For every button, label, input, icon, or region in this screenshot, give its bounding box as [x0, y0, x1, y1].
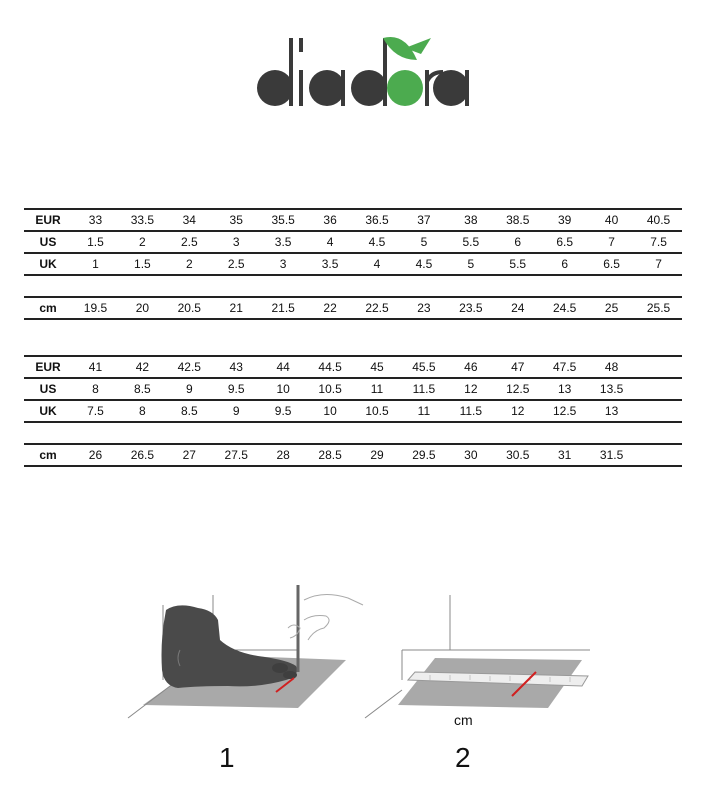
table-cell: 30	[447, 444, 494, 466]
table-cell: 48	[588, 356, 635, 378]
table-cell: 1.5	[119, 253, 166, 275]
table-gap	[24, 422, 682, 444]
table-cell: 33.5	[119, 209, 166, 231]
table-cell: 9.5	[260, 400, 307, 422]
table-cell: 13	[541, 378, 588, 400]
row-label: UK	[24, 400, 72, 422]
table-cell: 12	[447, 378, 494, 400]
table-cell	[635, 378, 682, 400]
table-cell: 3	[260, 253, 307, 275]
row-label: cm	[24, 297, 72, 319]
ruler-measure-icon	[360, 580, 600, 730]
row-label: UK	[24, 253, 72, 275]
table-row-uk	[24, 253, 682, 275]
table-cell	[635, 444, 682, 466]
table-cell: 9	[213, 400, 260, 422]
table-cell: 42.5	[166, 356, 213, 378]
table-cell: 8.5	[166, 400, 213, 422]
table-cell: 11.5	[400, 378, 447, 400]
table-cell: 5	[447, 253, 494, 275]
diadora-logo	[255, 30, 475, 110]
table-cell: 7.5	[635, 231, 682, 253]
table-row-uk	[24, 400, 682, 422]
table-cell: 47	[494, 356, 541, 378]
table-cell: 21.5	[260, 297, 307, 319]
table-cell: 28	[260, 444, 307, 466]
table-cell: 9	[166, 378, 213, 400]
table-cell: 28.5	[307, 444, 354, 466]
table-cell: 43	[213, 356, 260, 378]
table-cell: 13.5	[588, 378, 635, 400]
table-cell: 7.5	[72, 400, 119, 422]
table-cell: 41	[72, 356, 119, 378]
table-cell: 33	[72, 209, 119, 231]
table-cell: 24	[494, 297, 541, 319]
table-cell: 38	[447, 209, 494, 231]
table-cell: 11	[354, 378, 401, 400]
table-cell: 1	[72, 253, 119, 275]
table-cell: 30.5	[494, 444, 541, 466]
table-cell: 3.5	[307, 253, 354, 275]
size-table-1	[24, 208, 682, 320]
table-cell: 7	[635, 253, 682, 275]
unit-label: cm	[454, 712, 473, 728]
table-cell: 29	[354, 444, 401, 466]
table-cell: 23.5	[447, 297, 494, 319]
table-cell: 4.5	[354, 231, 401, 253]
table-cell: 6.5	[588, 253, 635, 275]
table-cell	[635, 400, 682, 422]
table-cell: 36.5	[354, 209, 401, 231]
table-cell: 12.5	[541, 400, 588, 422]
table-cell: 31.5	[588, 444, 635, 466]
table-cell: 4	[354, 253, 401, 275]
row-label: cm	[24, 444, 72, 466]
table-cell: 3	[213, 231, 260, 253]
table-cell: 21	[213, 297, 260, 319]
table-row-cm	[24, 297, 682, 319]
table-row-eur	[24, 356, 682, 378]
table-cell: 35	[213, 209, 260, 231]
table-cell: 8	[72, 378, 119, 400]
table-cell: 45.5	[400, 356, 447, 378]
table-cell: 47.5	[541, 356, 588, 378]
table-row-us	[24, 378, 682, 400]
table-cell: 6.5	[541, 231, 588, 253]
table-cell: 10	[260, 378, 307, 400]
table-cell: 2	[166, 253, 213, 275]
table-cell: 5.5	[447, 231, 494, 253]
table-cell: 8	[119, 400, 166, 422]
table-cell: 20.5	[166, 297, 213, 319]
table-row-cm	[24, 444, 682, 466]
table-cell: 40	[588, 209, 635, 231]
table-cell: 4	[307, 231, 354, 253]
table-cell: 6	[541, 253, 588, 275]
table-cell: 44	[260, 356, 307, 378]
table-cell: 3.5	[260, 231, 307, 253]
table-cell: 27.5	[213, 444, 260, 466]
table-cell: 5.5	[494, 253, 541, 275]
table-cell: 2	[119, 231, 166, 253]
table-cell: 26.5	[119, 444, 166, 466]
table-cell: 2.5	[213, 253, 260, 275]
row-label: US	[24, 378, 72, 400]
table-cell: 46	[447, 356, 494, 378]
table-cell: 4.5	[400, 253, 447, 275]
table-cell: 44.5	[307, 356, 354, 378]
table-cell: 36	[307, 209, 354, 231]
table-cell: 8.5	[119, 378, 166, 400]
table-gap	[24, 275, 682, 297]
foot-on-paper-icon	[118, 580, 368, 730]
table-cell: 40.5	[635, 209, 682, 231]
table-cell: 10.5	[307, 378, 354, 400]
table-cell: 5	[400, 231, 447, 253]
table-cell: 39	[541, 209, 588, 231]
table-cell: 1.5	[72, 231, 119, 253]
step-number-2: 2	[455, 742, 471, 773]
table-cell: 26	[72, 444, 119, 466]
step-number-1: 1	[219, 742, 235, 773]
table-cell: 38.5	[494, 209, 541, 231]
table-cell: 37	[400, 209, 447, 231]
table-cell: 23	[400, 297, 447, 319]
table-cell: 7	[588, 231, 635, 253]
table-cell: 10.5	[354, 400, 401, 422]
row-label: EUR	[24, 356, 72, 378]
table-cell: 42	[119, 356, 166, 378]
table-cell: 29.5	[400, 444, 447, 466]
table-cell	[635, 356, 682, 378]
table-cell: 20	[119, 297, 166, 319]
table-cell: 34	[166, 209, 213, 231]
table-cell: 10	[307, 400, 354, 422]
table-row-eur	[24, 209, 682, 231]
table-cell: 35.5	[260, 209, 307, 231]
table-cell: 12	[494, 400, 541, 422]
table-cell: 25	[588, 297, 635, 319]
table-cell: 22	[307, 297, 354, 319]
table-cell: 2.5	[166, 231, 213, 253]
size-table-2	[24, 355, 682, 467]
row-label: US	[24, 231, 72, 253]
table-cell: 11.5	[447, 400, 494, 422]
table-cell: 22.5	[354, 297, 401, 319]
table-row-us	[24, 231, 682, 253]
table-cell: 6	[494, 231, 541, 253]
row-label: EUR	[24, 209, 72, 231]
table-cell: 9.5	[213, 378, 260, 400]
table-cell: 45	[354, 356, 401, 378]
table-cell: 25.5	[635, 297, 682, 319]
table-cell: 27	[166, 444, 213, 466]
table-cell: 24.5	[541, 297, 588, 319]
table-cell: 12.5	[494, 378, 541, 400]
table-cell: 31	[541, 444, 588, 466]
table-cell: 19.5	[72, 297, 119, 319]
table-cell: 13	[588, 400, 635, 422]
table-cell: 11	[400, 400, 447, 422]
